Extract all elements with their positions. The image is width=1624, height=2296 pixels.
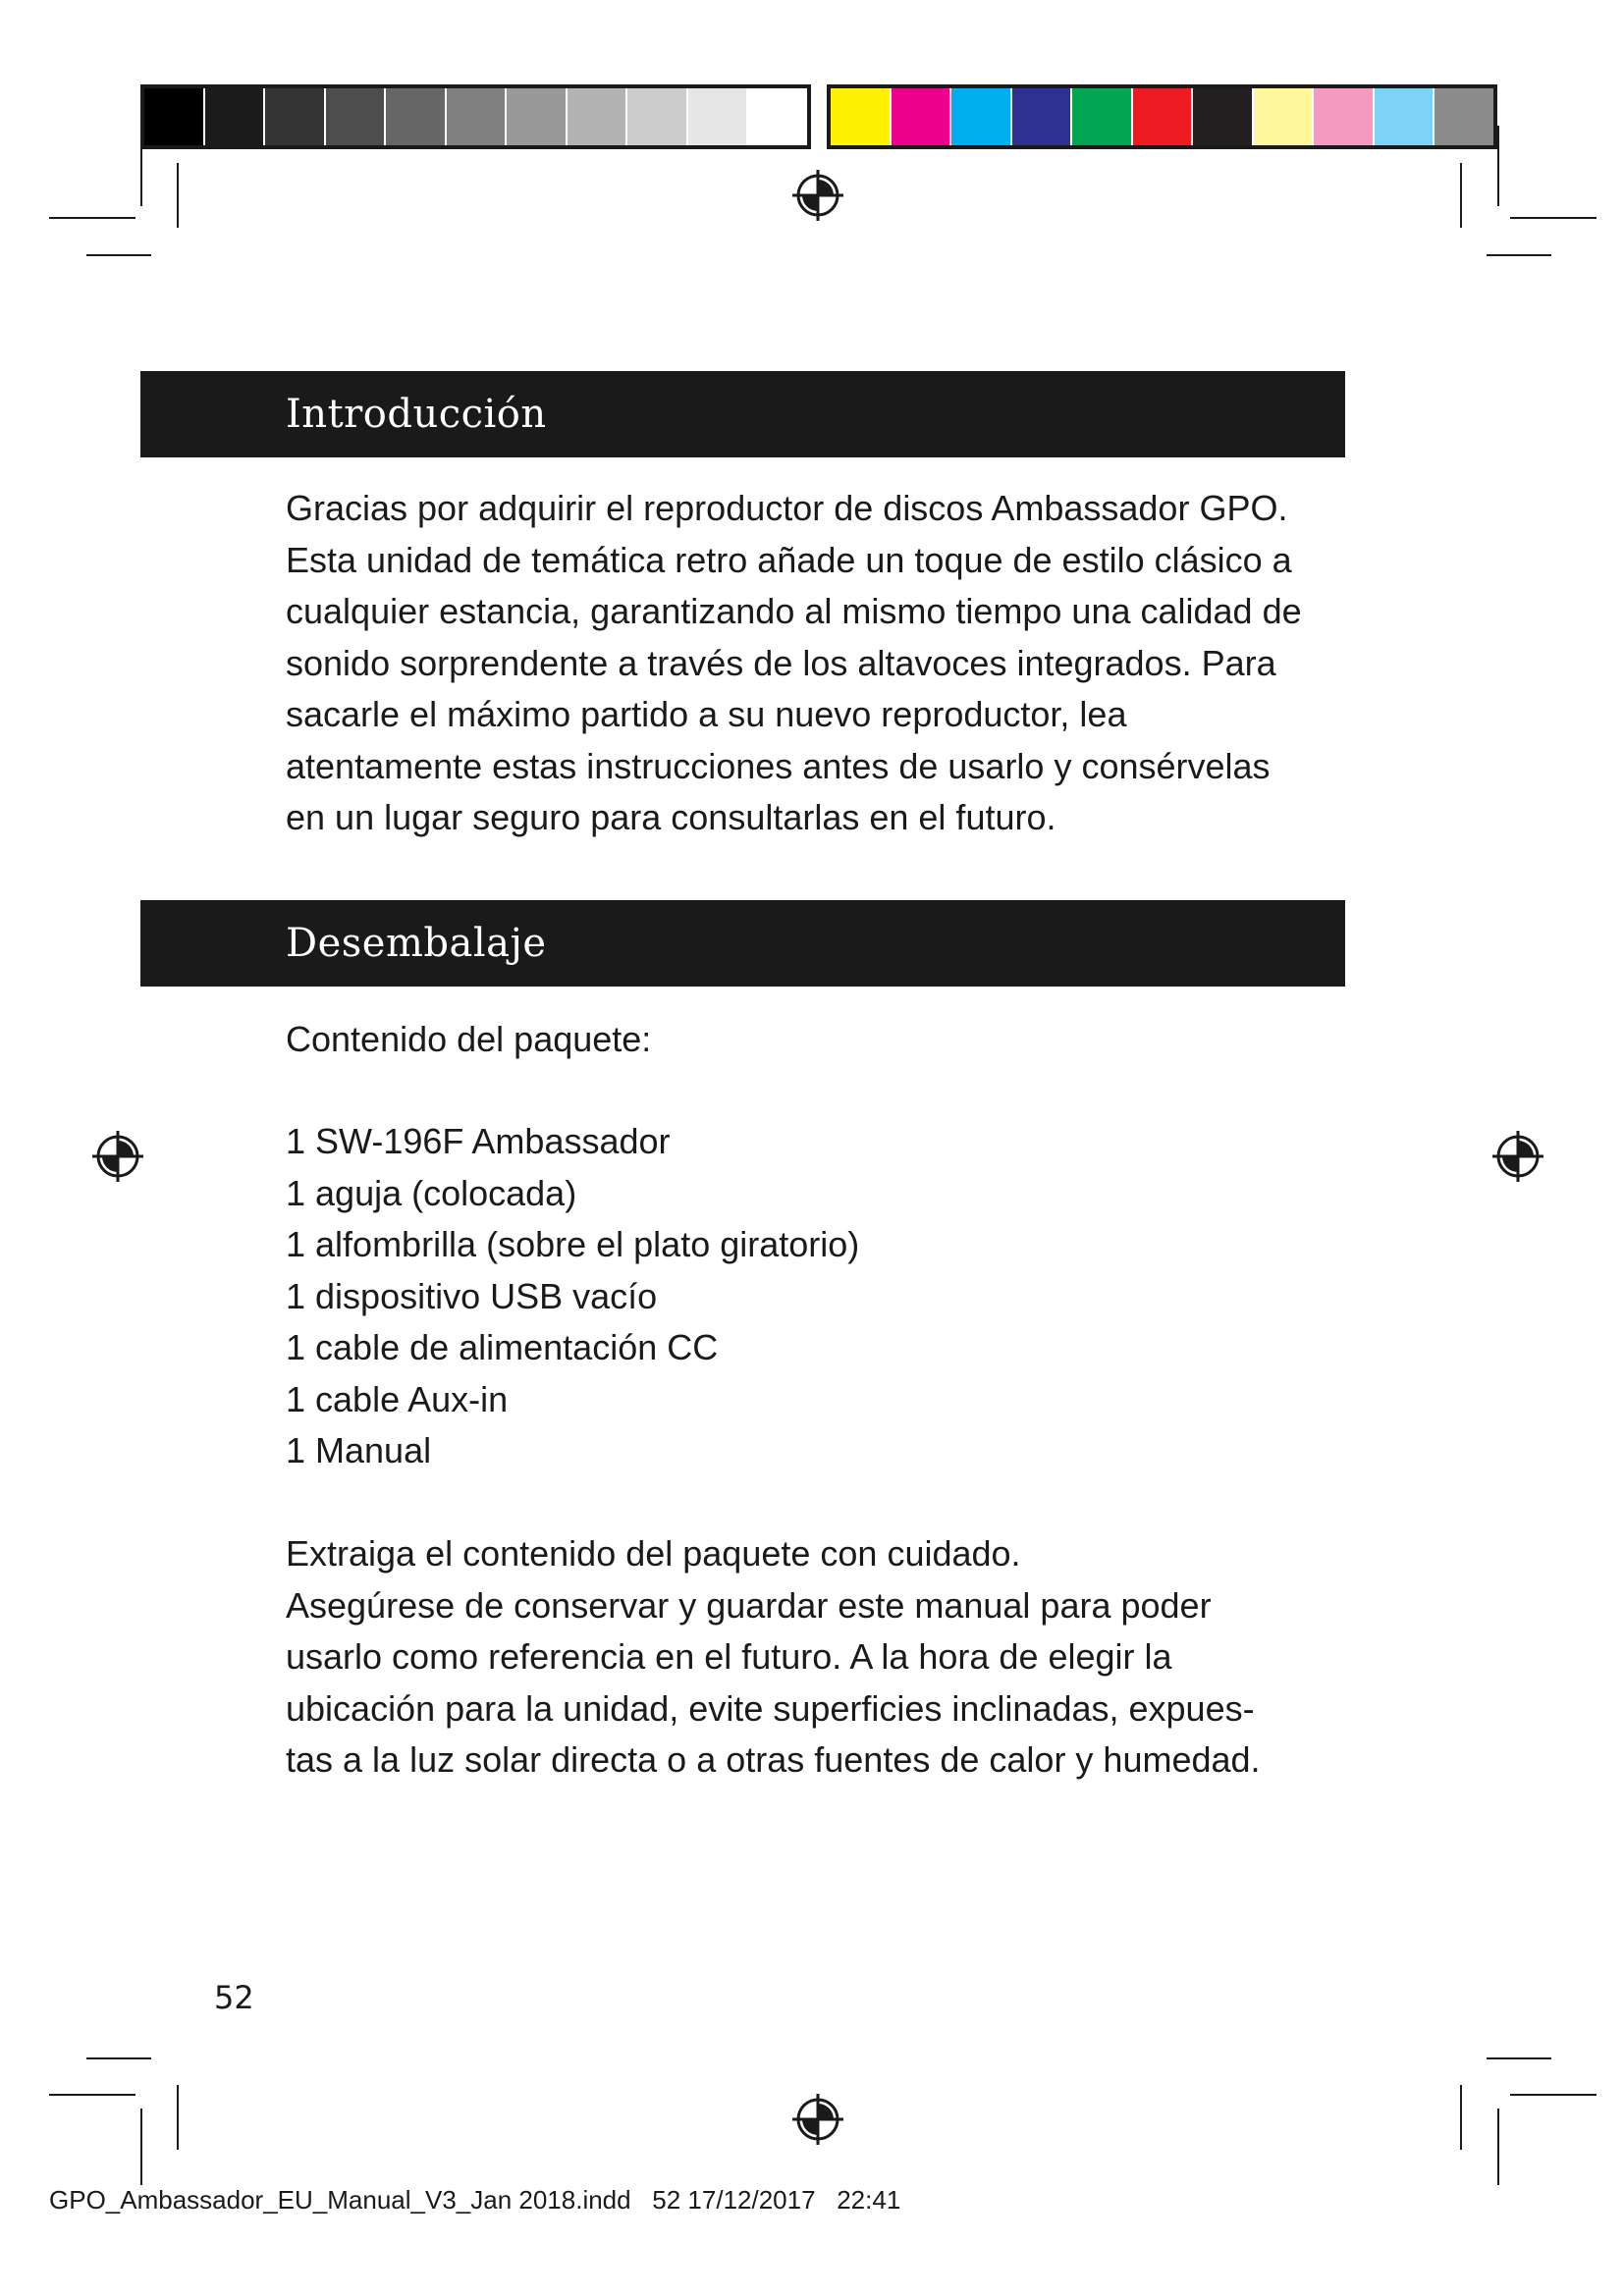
crop-mark bbox=[1460, 163, 1462, 228]
list-item: 1 aguja (colocada) bbox=[286, 1172, 577, 1213]
color-swatch bbox=[447, 88, 508, 145]
list-item: 1 SW-196F Ambassador bbox=[286, 1121, 671, 1161]
color-swatch bbox=[144, 88, 205, 145]
text-line: sonido sorprendente a través de los altavoces integrados. Para bbox=[286, 642, 1276, 683]
color-swatch bbox=[265, 88, 326, 145]
registration-mark-icon bbox=[792, 2094, 843, 2145]
crop-mark bbox=[1497, 2109, 1499, 2185]
crop-mark bbox=[177, 2085, 179, 2150]
list-item: 1 Manual bbox=[286, 1430, 432, 1470]
crop-mark bbox=[86, 254, 151, 256]
crop-mark bbox=[1487, 2057, 1551, 2059]
color-calibration-bar bbox=[827, 84, 1497, 149]
list-item: 1 cable Aux-in bbox=[286, 1378, 509, 1419]
color-swatch bbox=[1254, 88, 1315, 145]
color-swatch bbox=[688, 88, 749, 145]
text-line: ubicación para la unidad, evite superficies inclinadas, expues- bbox=[286, 1687, 1255, 1729]
color-swatch bbox=[205, 88, 266, 145]
color-swatch bbox=[1375, 88, 1435, 145]
color-swatch bbox=[1193, 88, 1254, 145]
crop-mark bbox=[140, 2109, 142, 2185]
color-swatch bbox=[892, 88, 952, 145]
crop-mark bbox=[1497, 126, 1499, 206]
color-swatch bbox=[386, 88, 447, 145]
page-number: 52 bbox=[214, 1979, 254, 2016]
color-swatch bbox=[1314, 88, 1375, 145]
color-swatch bbox=[748, 88, 807, 145]
text-line: atentamente estas instrucciones antes de usarlo y consérvelas bbox=[286, 745, 1271, 786]
package-contents-list bbox=[286, 1116, 1356, 1477]
color-swatch bbox=[951, 88, 1012, 145]
section-heading-unpacking bbox=[140, 900, 1345, 987]
color-swatch bbox=[1133, 88, 1194, 145]
crop-mark bbox=[86, 2057, 151, 2059]
text-line: Esta unidad de temática retro añade un toque de estilo clásico a bbox=[286, 539, 1292, 580]
registration-mark-icon bbox=[92, 1131, 143, 1182]
crop-mark bbox=[177, 163, 179, 228]
color-swatch bbox=[507, 88, 568, 145]
color-swatch bbox=[1072, 88, 1133, 145]
unpacking-paragraph bbox=[286, 1528, 1356, 1787]
crop-mark bbox=[1487, 254, 1551, 256]
section-title: Desembalaje bbox=[286, 921, 547, 966]
list-item: 1 alfombrilla (sobre el plato giratorio) bbox=[286, 1224, 860, 1264]
color-swatch bbox=[627, 88, 688, 145]
text-line: tas a la luz solar directa o a otras fuentes de calor y humedad. bbox=[286, 1739, 1261, 1780]
crop-mark bbox=[49, 217, 135, 219]
crop-mark bbox=[140, 126, 142, 206]
section-title: Introducción bbox=[286, 392, 547, 437]
text-line: Extraiga el contenido del paquete con cuidado. bbox=[286, 1533, 1021, 1574]
color-swatch bbox=[326, 88, 387, 145]
text-line: Gracias por adquirir el reproductor de discos Ambassador GPO. bbox=[286, 488, 1288, 528]
intro-paragraph bbox=[286, 483, 1356, 844]
crop-mark bbox=[49, 2094, 135, 2096]
crop-mark bbox=[1510, 217, 1597, 219]
print-slug: GPO_Ambassador_EU_Manual_V3_Jan 2018.indd 52 17/12/2017 22:41 bbox=[49, 2185, 901, 2215]
crop-mark bbox=[1460, 2085, 1462, 2150]
grayscale-calibration-bar bbox=[140, 84, 811, 149]
text-line: usarlo como referencia en el futuro. A la hora de elegir la bbox=[286, 1636, 1172, 1677]
registration-mark-icon bbox=[792, 170, 843, 221]
text-line: Contenido del paquete: bbox=[286, 1019, 652, 1059]
list-item: 1 cable de alimentación CC bbox=[286, 1327, 719, 1367]
color-swatch bbox=[568, 88, 628, 145]
text-line: cualquier estancia, garantizando al mismo tiempo una calidad de bbox=[286, 591, 1302, 631]
unpacking-contents-label bbox=[286, 1014, 1356, 1066]
text-line: sacarle el máximo partido a su nuevo reproductor, lea bbox=[286, 694, 1127, 734]
color-swatch bbox=[831, 88, 892, 145]
text-line: en un lugar seguro para consultarlas en el futuro. bbox=[286, 797, 1056, 837]
text-line: Asegúrese de conservar y guardar este manual para poder bbox=[286, 1584, 1212, 1626]
crop-mark bbox=[1510, 2094, 1597, 2096]
registration-mark-icon bbox=[1492, 1131, 1543, 1182]
section-heading-intro bbox=[140, 371, 1345, 457]
color-swatch bbox=[1012, 88, 1073, 145]
color-swatch bbox=[1435, 88, 1493, 145]
list-item: 1 dispositivo USB vacío bbox=[286, 1275, 658, 1316]
